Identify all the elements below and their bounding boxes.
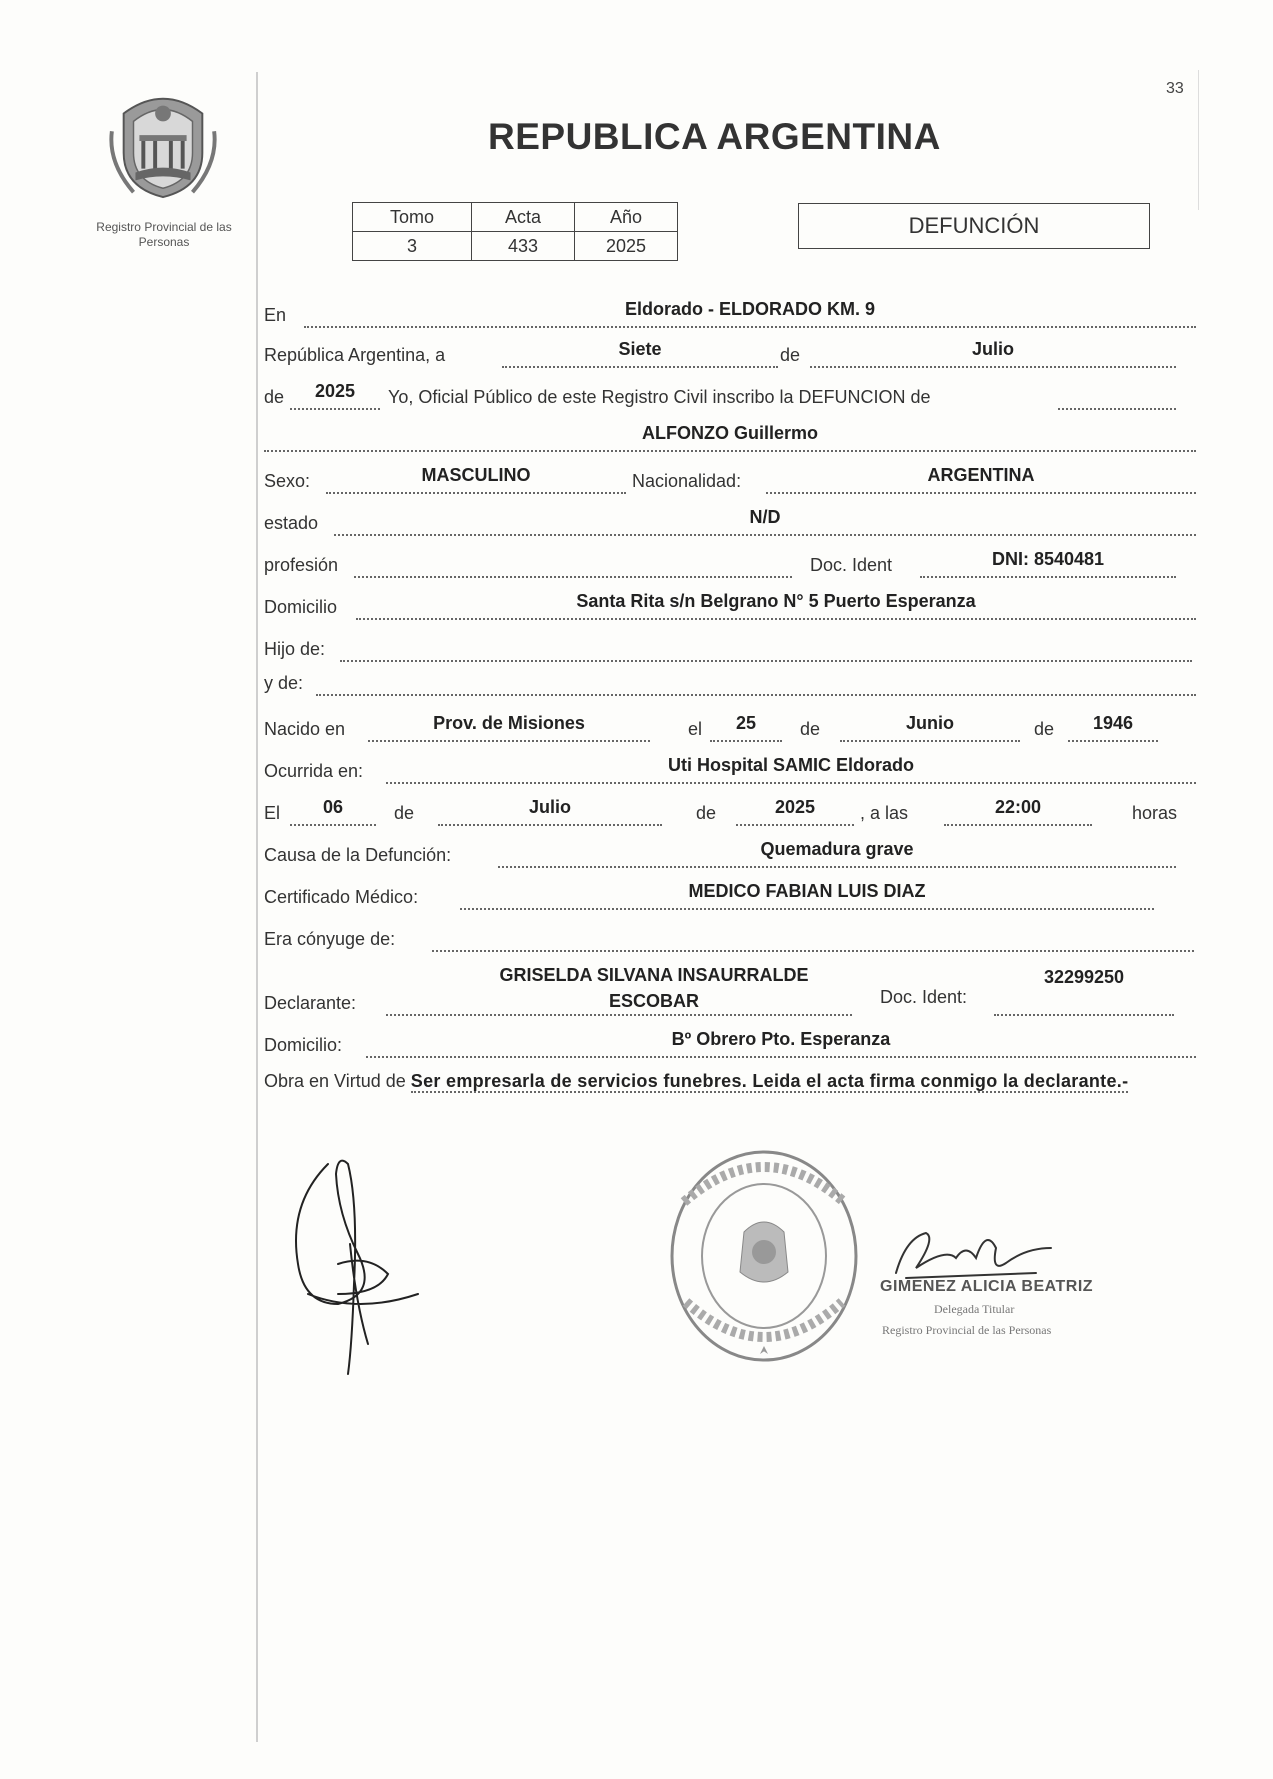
label-el: el [688, 719, 703, 739]
label-horas: horas [1132, 803, 1178, 823]
label-obra: Obra en Virtud de [264, 1071, 406, 1091]
label-conyuge: Era cónyuge de: [264, 929, 396, 949]
field-deceased-name: ALFONZO Guillermo [264, 420, 1196, 452]
label-estado: estado [264, 513, 319, 533]
field-birthplace: Prov. de Misiones [368, 710, 650, 742]
field-year: 2025 [290, 378, 380, 410]
label-domicilio2: Domicilio: [264, 1035, 343, 1055]
label-de-birth: de [800, 719, 821, 739]
field-place-of-death: Uti Hospital SAMIC Eldorado [386, 752, 1196, 784]
label-a-las: , a las [860, 803, 909, 823]
label-certificado: Certificado Médico: [264, 887, 419, 907]
label-declarante-doc: Doc. Ident: [880, 987, 968, 1007]
field-birth-day: 25 [710, 710, 782, 742]
field-blank-after-text [1058, 378, 1176, 410]
field-death-time: 22:00 [944, 794, 1092, 826]
margin-line [256, 72, 258, 1742]
record-type-box: DEFUNCIÓN [798, 203, 1150, 249]
row-y-de [264, 664, 1196, 698]
declarante-name [454, 962, 854, 1014]
field-death-year: 2025 [736, 794, 854, 826]
obra-en-virtud [264, 1066, 1194, 1096]
row-fecha [264, 794, 1196, 828]
field-nacionalidad: ARGENTINA [766, 462, 1196, 494]
handwritten-signature-icon [278, 1144, 438, 1384]
label-de: de [780, 345, 801, 365]
row-conyuge [264, 920, 1196, 954]
meta-value-anio: 2025 [575, 232, 678, 261]
field-obra: Ser empresarla de servicios funebres. Leida el acta firma conmigo la declarante.- [410, 1071, 1129, 1091]
field-domicilio: Santa Rita s/n Belgrano N° 5 Puerto Esperanza [356, 588, 1196, 620]
field-month: Julio [810, 336, 1176, 368]
label-y-de: y de: [264, 673, 304, 693]
label-doc-ident: Doc. Ident [810, 555, 893, 575]
field-death-day: 06 [290, 794, 376, 826]
row-hijo-de [264, 630, 1196, 664]
provincia-de-misiones-coat-of-arms-icon [104, 84, 222, 202]
label-nacionalidad: Nacionalidad: [632, 471, 742, 491]
row-causa [264, 836, 1196, 870]
field-birth-month: Junio [840, 710, 1020, 742]
field-conyuge [432, 920, 1194, 952]
row-domicilio2 [264, 1026, 1196, 1060]
field-birth-year: 1946 [1068, 710, 1158, 742]
inscription-text: Yo, Oficial Público de este Registro Civil inscribo la DEFUNCION de [388, 387, 931, 407]
row-nacido [264, 710, 1196, 744]
row-year [264, 378, 1196, 412]
official-role: Delegada Titular [934, 1302, 1015, 1316]
label-de2-birth: de [1034, 719, 1055, 739]
row-certificado [264, 878, 1196, 912]
field-causa: Quemadura grave [498, 836, 1176, 868]
official-name: GIMENEZ ALICIA BEATRIZ [880, 1278, 1094, 1295]
label-republica: República Argentina, a [264, 345, 446, 365]
official-org: Registro Provincial de las Personas [882, 1323, 1052, 1337]
field-domicilio2: Bº Obrero Pto. Esperanza [366, 1026, 1196, 1058]
page-number: 33 [1166, 80, 1184, 97]
official-seal-icon [664, 1142, 864, 1370]
page-title: REPUBLICA ARGENTINA [488, 116, 941, 157]
row-sexo [264, 462, 1196, 496]
row-ocurrida [264, 752, 1196, 786]
label-profesion: profesión [264, 555, 339, 575]
declarante-name-line2: ESCOBAR [608, 991, 699, 1011]
label-sexo: Sexo: [264, 471, 311, 491]
field-profesion [354, 546, 792, 578]
field-y-de [316, 664, 1196, 696]
label-causa: Causa de la Defunción: [264, 845, 452, 865]
row-profesion [264, 546, 1196, 580]
record-meta-table [352, 202, 678, 261]
field-en: Eldorado - ELDORADO KM. 9 [304, 296, 1196, 328]
row-name [264, 420, 1196, 454]
field-death-month: Julio [438, 794, 662, 826]
label-el-date: El [264, 803, 281, 823]
meta-header-tomo: Tomo [353, 203, 472, 232]
label-domicilio: Domicilio [264, 597, 338, 617]
right-margin-line [1198, 70, 1199, 210]
field-declarante-doc: 32299250 [994, 966, 1174, 1016]
meta-value-tomo: 3 [353, 232, 472, 261]
field-sexo: MASCULINO [326, 462, 626, 494]
meta-header-acta: Acta [472, 203, 575, 232]
field-doc-ident: DNI: 8540481 [920, 546, 1176, 578]
row-en [264, 296, 1196, 330]
field-hijo-de [340, 630, 1192, 662]
declarante-name-line1: GRISELDA SILVANA INSAURRALDE [499, 965, 809, 985]
registry-caption: Registro Provincial de las Personas [96, 220, 232, 249]
label-de-date: de [394, 803, 415, 823]
label-nacido-en: Nacido en [264, 719, 346, 739]
row-declarante [264, 965, 1196, 1018]
field-estado: N/D [334, 504, 1196, 536]
row-estado [264, 504, 1196, 538]
meta-header-anio: Año [575, 203, 678, 232]
row-domicilio [264, 588, 1196, 622]
row-republica [264, 336, 1196, 370]
meta-value-acta: 433 [472, 232, 575, 261]
label-ocurrida-en: Ocurrida en: [264, 761, 364, 781]
label-de2-date: de [696, 803, 717, 823]
label-hijo-de: Hijo de: [264, 639, 326, 659]
field-certificado: MEDICO FABIAN LUIS DIAZ [460, 878, 1154, 910]
field-day: Siete [502, 336, 778, 368]
label-de-year: de [264, 387, 285, 407]
label-en: En [264, 305, 287, 325]
label-declarante: Declarante: [264, 993, 357, 1013]
